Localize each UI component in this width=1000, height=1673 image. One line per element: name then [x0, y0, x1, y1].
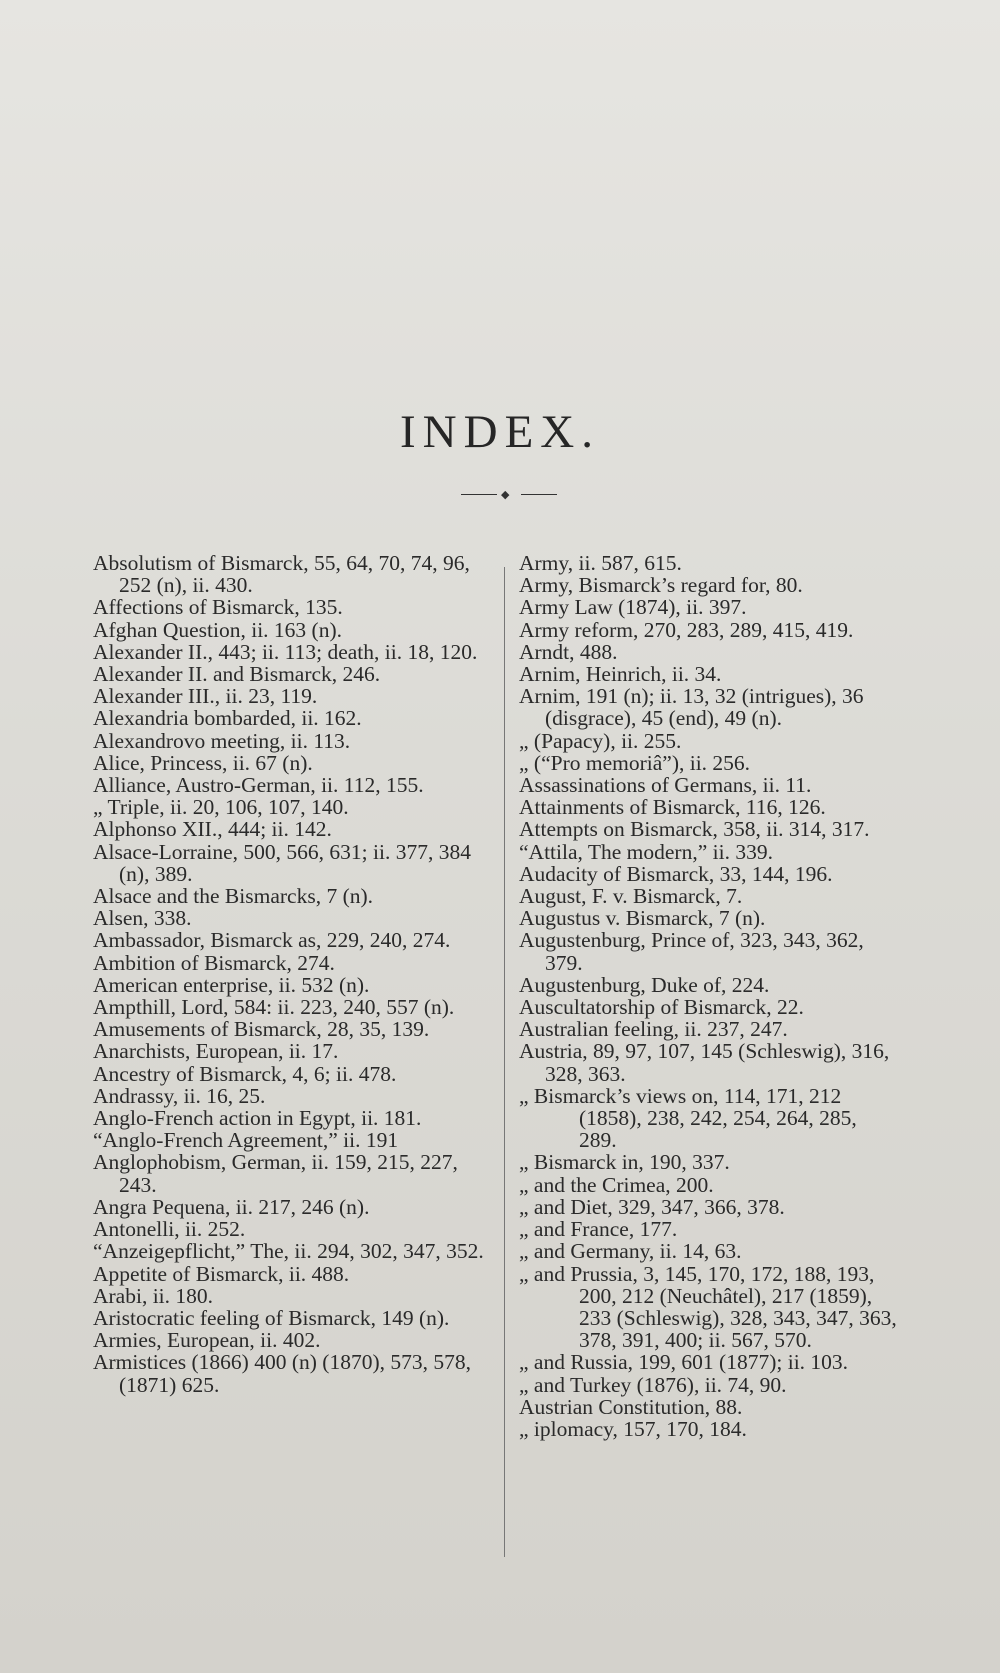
- index-entry: Affections of Bismarck, 135.: [93, 595, 343, 620]
- index-entry: Alsace-Lorraine, 500, 566, 631; ii. 377, 384 (n), 389.: [93, 839, 471, 886]
- index-entry: Austria, 89, 97, 107, 145 (Schleswig), 316, 328, 363.: [519, 1039, 890, 1086]
- index-entry: Australian feeling, ii. 237, 247.: [519, 1017, 788, 1042]
- page-title: INDEX.: [400, 406, 600, 458]
- index-entry: Alexander II., 443; ii. 113; death, ii. 18, 120.: [93, 639, 478, 664]
- diamond-icon: ◆: [501, 488, 510, 501]
- index-entry: Augustenburg, Prince of, 323, 343, 362, 379.: [519, 928, 864, 975]
- index-entry: Anglo-French action in Egypt, ii. 181.: [93, 1106, 422, 1131]
- index-entry: Austrian Constitution, 88.: [519, 1394, 743, 1419]
- index-entry: „ and Russia, 199, 601 (1877); ii. 103.: [519, 1350, 849, 1375]
- ornament-rule-left: [461, 494, 497, 495]
- index-entry: „ Bismarck in, 190, 337.: [519, 1150, 730, 1175]
- index-entry: Amusements of Bismarck, 28, 35, 139.: [93, 1017, 430, 1042]
- index-entry: Army Law (1874), ii. 397.: [519, 595, 747, 620]
- index-entry: Aristocratic feeling of Bismarck, 149 (n).: [93, 1305, 450, 1330]
- index-entry: „ (Papacy), ii. 255.: [519, 728, 682, 753]
- index-entry: „ (“Pro memoriâ”), ii. 256.: [519, 750, 751, 775]
- index-entry: Ancestry of Bismarck, 4, 6; ii. 478.: [93, 1061, 397, 1086]
- index-column-left: [93, 552, 487, 1396]
- index-entry: Army reform, 270, 283, 289, 415, 419.: [519, 617, 854, 642]
- index-entry: August, F. v. Bismarck, 7.: [519, 884, 743, 909]
- index-entry: Arndt, 488.: [519, 639, 618, 664]
- index-entry: Army, ii. 587, 615.: [519, 551, 682, 575]
- index-entry: Anglophobism, German, ii. 159, 215, 227, 243.: [93, 1150, 458, 1197]
- index-entry: Attempts on Bismarck, 358, ii. 314, 317.: [519, 817, 870, 842]
- index-entry: Appetite of Bismarck, ii. 488.: [93, 1261, 350, 1286]
- column-divider: [504, 567, 505, 1557]
- index-entry: Attainments of Bismarck, 116, 126.: [519, 795, 826, 820]
- index-entry: „ and France, 177.: [519, 1217, 678, 1242]
- index-entry: Alice, Princess, ii. 67 (n).: [93, 750, 313, 775]
- index-entry: Alliance, Austro-German, ii. 112, 155.: [93, 773, 424, 798]
- index-entry: Arnim, Heinrich, ii. 34.: [519, 662, 722, 687]
- index-entry: Alexandria bombarded, ii. 162.: [93, 706, 362, 731]
- index-entry: „ and Prussia, 3, 145, 170, 172, 188, 193, 200, 212 (Neuchâtel), 217 (1859), 233 (Schleswig), 328, 343, 347, 363, 378, 391, 400; ii. 567, 570.: [519, 1261, 897, 1353]
- index-entry: „ Bismarck’s views on, 114, 171, 212 (1858), 238, 242, 254, 264, 285, 289.: [519, 1083, 857, 1153]
- index-entry: “Anzeigepflicht,” The, ii. 294, 302, 347, 352.: [93, 1239, 484, 1264]
- index-column-right: [519, 552, 899, 1440]
- index-entry: Afghan Question, ii. 163 (n).: [93, 617, 343, 642]
- index-entry: “Anglo-French Agreement,” ii. 191: [93, 1128, 399, 1153]
- index-entry: Arabi, ii. 180.: [93, 1283, 214, 1308]
- index-entry: Arnim, 191 (n); ii. 13, 32 (intrigues), 36 (disgrace), 45 (end), 49 (n).: [519, 684, 864, 731]
- index-entry: Armies, European, ii. 402.: [93, 1328, 321, 1353]
- index-entry: Alexandrovo meeting, ii. 113.: [93, 728, 351, 753]
- index-entry: American enterprise, ii. 532 (n).: [93, 972, 370, 997]
- index-entry: Ambition of Bismarck, 274.: [93, 950, 335, 975]
- index-entry: Anarchists, European, ii. 17.: [93, 1039, 339, 1064]
- index-entry: Alsen, 338.: [93, 906, 192, 931]
- title-ornament: [461, 489, 557, 501]
- index-entry: Ambassador, Bismarck as, 229, 240, 274.: [93, 928, 451, 953]
- index-entry: „ and the Crimea, 200.: [519, 1172, 714, 1197]
- index-entry: Armistices (1866) 400 (n) (1870), 573, 578, (1871) 625.: [93, 1350, 471, 1397]
- index-entry: Antonelli, ii. 252.: [93, 1217, 246, 1242]
- index-entry: „ and Turkey (1876), ii. 74, 90.: [519, 1372, 787, 1397]
- index-entry: „ Triple, ii. 20, 106, 107, 140.: [93, 795, 349, 820]
- index-entry: Absolutism of Bismarck, 55, 64, 70, 74, 96, 252 (n), ii. 430.: [93, 551, 470, 598]
- index-entry: Ampthill, Lord, 584: ii. 223, 240, 557 (n).: [93, 995, 455, 1020]
- index-entry: Assassinations of Germans, ii. 11.: [519, 773, 812, 798]
- ornament-rule-right: [521, 494, 557, 495]
- index-entry: Auscultatorship of Bismarck, 22.: [519, 995, 804, 1020]
- index-entry: “Attila, The modern,” ii. 339.: [519, 839, 773, 864]
- index-entry: Army, Bismarck’s regard for, 80.: [519, 573, 803, 598]
- index-entry: „ iplomacy, 157, 170, 184.: [519, 1416, 747, 1441]
- index-entry: Alphonso XII., 444; ii. 142.: [93, 817, 332, 842]
- index-entry: „ and Diet, 329, 347, 366, 378.: [519, 1194, 785, 1219]
- index-entry: Augustenburg, Duke of, 224.: [519, 972, 770, 997]
- index-entry: Angra Pequena, ii. 217, 246 (n).: [93, 1194, 370, 1219]
- index-entry: „ and Germany, ii. 14, 63.: [519, 1239, 742, 1264]
- index-entry: Alexander III., ii. 23, 119.: [93, 684, 318, 709]
- index-entry: Andrassy, ii. 16, 25.: [93, 1083, 266, 1108]
- index-entry: Alsace and the Bismarcks, 7 (n).: [93, 884, 374, 909]
- index-entry: Audacity of Bismarck, 33, 144, 196.: [519, 861, 833, 886]
- index-entry: Alexander II. and Bismarck, 246.: [93, 662, 381, 687]
- index-entry: Augustus v. Bismarck, 7 (n).: [519, 906, 766, 931]
